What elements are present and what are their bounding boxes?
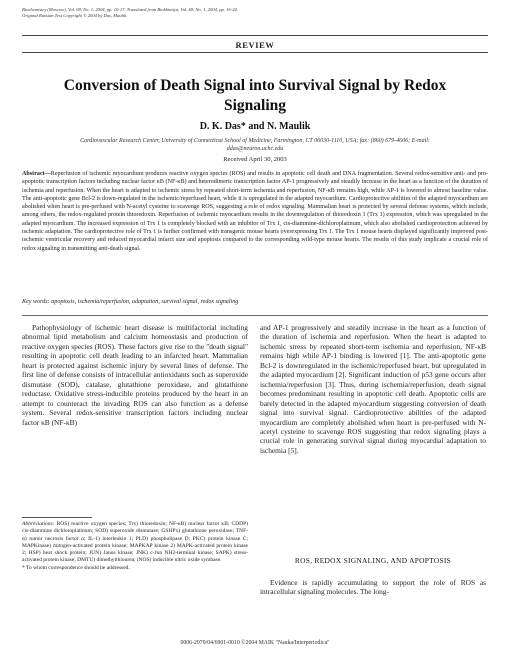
- body-paragraph: and AP-1 progressively and steadily increase in the heart as a function of the duration of ischemia and reperfusion. When the heart is adapted to ischemic stress by repeated short-term ischemia and reperfusion, NF-κB remains high while AP-1 binding is lowered [1]. The anti-apoptotic gene Bcl-2 is downregulated in the ischemic/reperfused heart, but upregulated in the adapted myocardium [2]. Significant induction of p53 gene occurs after ischemia/reperfusion [3]. Thus, during ischemia/reperfusion, death signal becomes predominant resulting in apoptotic cell death. Apoptotic cells are barely detected in the adapted myocardium suggesting conversion of death signal into survival signal. Cardioprotective abilities of the adapted myocardium are completely abolished when heart is pre-perfused with N-acetyl cysteine to scavenge ROS suggesting that redox signaling plays a crucial role in generating survival signal during myocardial adaptation to ischemia [5].: [260, 323, 486, 455]
- authors: D. K. Das* and N. Maulik: [199, 121, 311, 132]
- keywords-text: apoptosis, ischemia/reperfusion, adaptation, survival signal, redox signaling: [51, 299, 239, 305]
- abstract: [22, 170, 488, 253]
- received-date: Received April 30, 2003: [223, 156, 287, 163]
- footnotes: [22, 521, 248, 572]
- section-label: REVIEW: [235, 40, 275, 50]
- journal-header: [22, 7, 302, 19]
- correspondence-note: * To whom correspondence should be addressed.: [22, 564, 130, 571]
- abbreviations-text: ROS) reactive oxygen species; Trx) thioredoxin; NF-κB) nuclear factor κB; CDDP) cis-diammine dichloroplatinum; SOD) superoxide dismutase; GSHPx) glutathione peroxidase; TNF-α) tumor necrosis factor α; IL-1) interleukin 1; PLD) phospholipase D; PKC) protein kinase C; MAPKinase) mitogen-activated protein kinase; MAPKAP kinase 2) MAPK-activated protein kinase 2; HSP) heat shock protein; JUN) Janus kinase; JNK) c-Jun NH2-terminal kinase; SAPK) stress-activated protein kinase; DMTU) dimethylthiourea; iNOS) inducible nitric oxide synthase.: [22, 521, 248, 564]
- keywords: [22, 298, 488, 306]
- body-column-left: [22, 323, 248, 427]
- article-title: Conversion of Death Signal into Survival Signal by Redox Signaling: [63, 77, 447, 114]
- copyright-note: Original Russian Text Copyright © 2004 by Das, Maulik.: [22, 13, 128, 18]
- body-column-right: [260, 323, 486, 455]
- keywords-label: Key words:: [22, 299, 50, 305]
- footnote-rule: [22, 517, 92, 518]
- page-footer: 0006-2979/04/6901-0010 ©2004 MAIK "Nauka/Interperiodica": [180, 640, 330, 646]
- abstract-text: Reperfusion of ischemic myocardium produces reactive oxygen species (ROS) and results in apoptotic cell death and DNA fragmentation. Several redox-sensitive anti- and pro-apoptotic transcription factors including nuclear factor κB (NF-κB) and heterodimeric transcription factor AP-1 progressively and steadily increase in the heart as a function of the duration of ischemia and reperfusion. When the heart is adapted to ischemic stress by repeated short-term ischemia and reperfusion, NF-κB remains high, while AP-1 is lowered to almost baseline value. The anti-apoptotic gene Bcl-2 is down-regulated in the ischemic/reperfused heart, while it is upregulated in the adapted myocardium. Cardioprotective abilities of the adapted myocardium are abolished when heart is pre-perfused with N-acetyl cysteine to scavenge ROS, suggesting a role of redox signaling. Mammalian heart is protected by several defense systems, which include, among others, the redox-regulated protein thioredoxin. Reperfusion of ischemic myocardium results in the downregulation of thioredoxin 1 (Trx 1) expression, which was upregulated in the adapted myocardium. The increased expression of Trx 1 is completely blocked with an inhibitor of Trx 1, cis-diammine-dichloroplatinum, which also abolished cardioprotection achieved by ischemic adaptation. The cardioprotective role of Trx 1 is further confirmed with transgenic mouse hearts overexpressing Trx 1. The Trx 1 mouse hearts displayed significantly improved post-ischemic ventricular recovery and reduced myocardial infarct size and apoptosis compared to the corresponding wild-type mouse hearts. The results of this study implicate a crucial role of redox signaling in transmitting anti-death signal.: [22, 171, 488, 252]
- body-column-right-continued: [260, 578, 486, 597]
- body-paragraph: Evidence is rapidly accumulating to support the role of ROS as intracellular signaling molecules. The long-: [260, 578, 486, 597]
- abbreviations: [22, 521, 248, 565]
- journal-citation: Biochemistry (Moscow), Vol. 69, No. 1, 2004, pp. 10-17. Translated from Biokhimiya, Vol. 69, No. 1, 2004, pp. 16-24.: [22, 7, 238, 12]
- top-rule: [22, 35, 488, 36]
- abstract-label: Abstract—: [22, 171, 51, 177]
- section-rule: [22, 52, 488, 53]
- body-paragraph: Pathophysiology of ischemic heart disease is multifactorial including abnormal lipid metabolism and calcium homeostasis and production of reactive oxygen species (ROS). These factors give rise to the "death signal" resulting in apoptotic cell death leading to an infarcted heart. Mammalian heart is protected against ischemic injury by several lines of defense. The first line of defense consists of intracellular antioxidants such as superoxide dismutase (SOD), catalase, glutathione peroxidase, and glutathione reductase. Oxidative stress-inducible proteins produced by the heart in an attempt to counteract the invading ROS can also function as a defense system. Several redox-sensitive transcription factors including nuclear factor κB (NF-κB): [22, 323, 248, 427]
- affiliation: Cardiovascular Research Center, University of Connecticut School of Medicine, Farmington, CT 06030-1110, USA; fax: (860) 679-4606; E-mail: ddas@neuron.uchc.edu: [80, 138, 430, 152]
- keywords-rule: [22, 315, 488, 316]
- section-heading: ROS, REDOX SIGNALING, AND APOPTOSIS: [294, 556, 452, 565]
- abbreviations-label: Abbreviations:: [22, 521, 55, 527]
